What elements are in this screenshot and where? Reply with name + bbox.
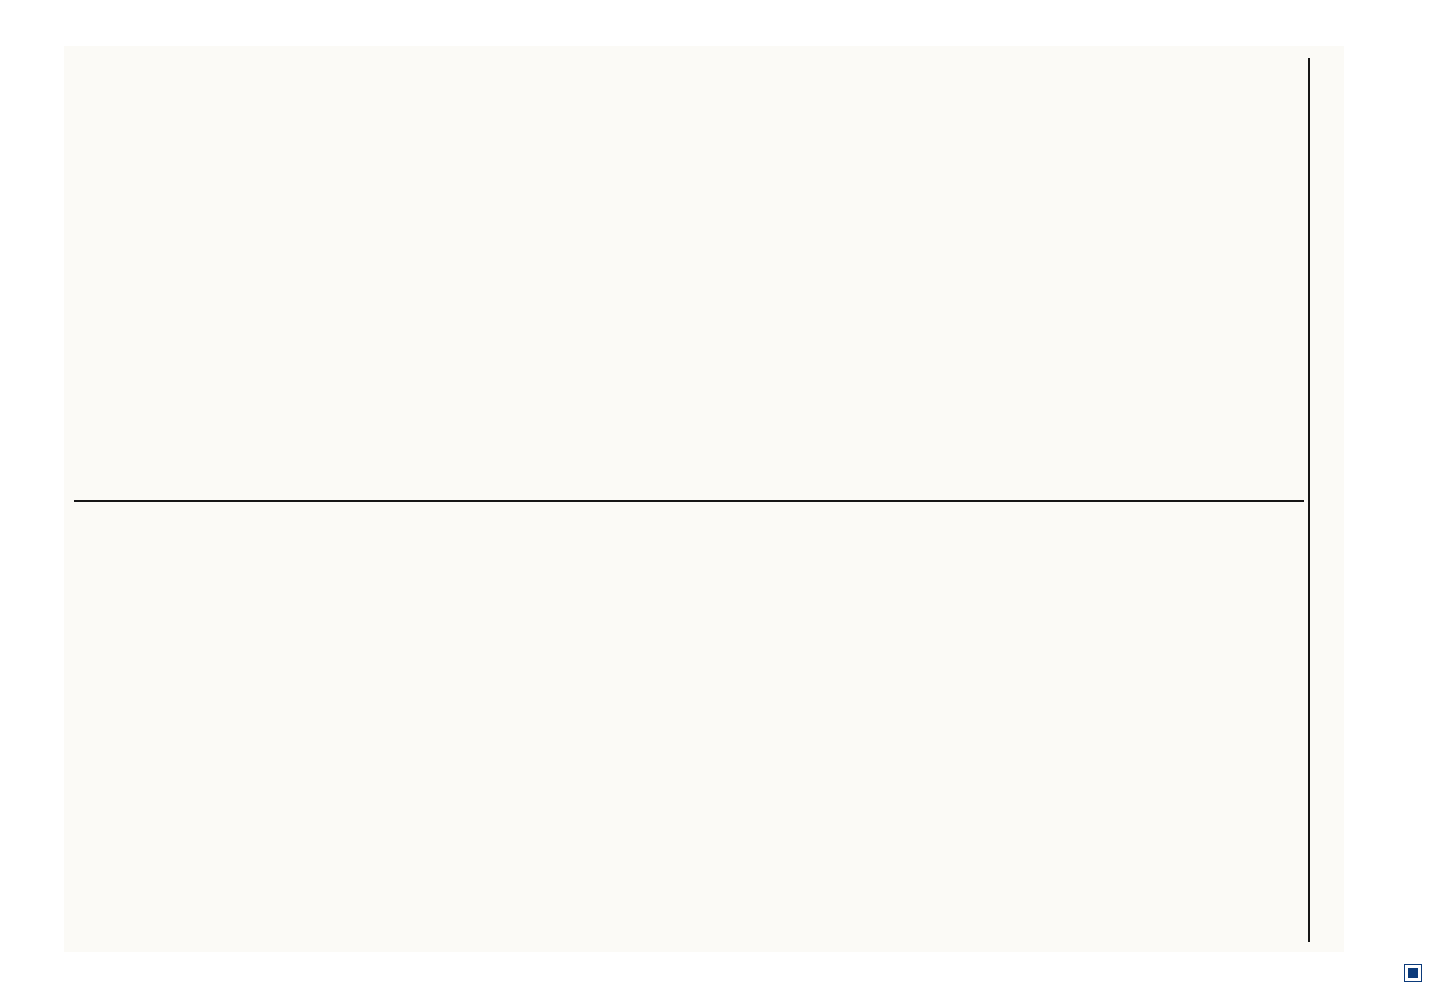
digitization-credit-text bbox=[1382, 36, 1410, 964]
rotated-page-content bbox=[64, 46, 1344, 952]
digitization-credit bbox=[1382, 36, 1410, 964]
dfg-logo-icon bbox=[1404, 964, 1422, 982]
rotated-text-area bbox=[64, 46, 1344, 952]
margin-notes bbox=[64, 46, 1344, 952]
